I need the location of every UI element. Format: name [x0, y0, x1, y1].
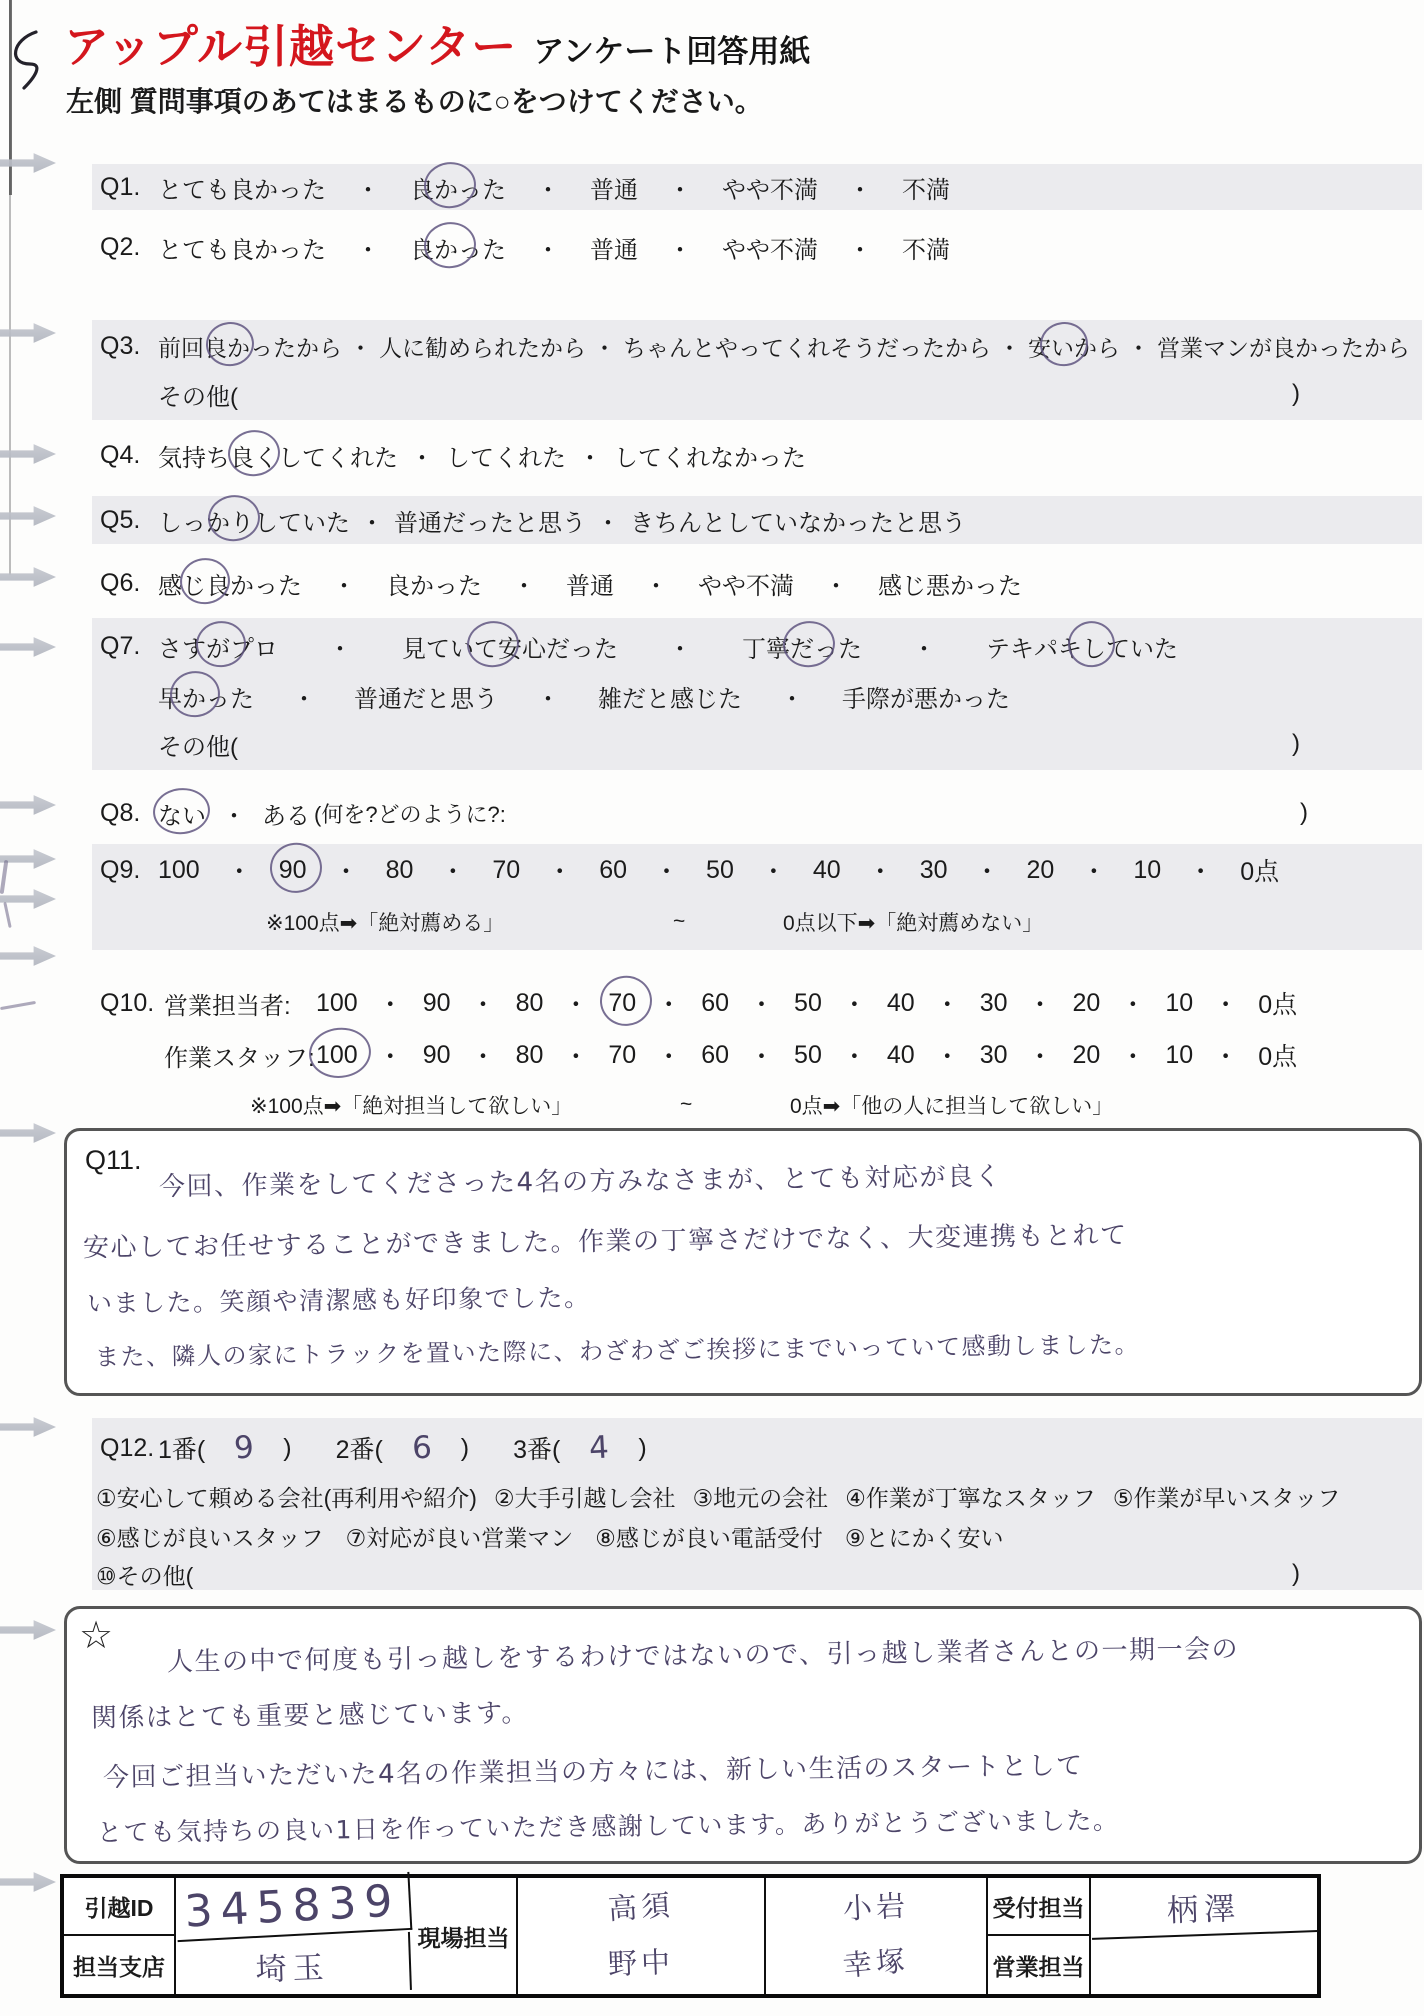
q9-score: 30: [919, 855, 948, 884]
pen-stray-mark: [0, 860, 8, 894]
q12-choice: ⑤作業が早いスタッフ: [1112, 1484, 1341, 1511]
q1-option-selected: 良かった: [410, 170, 506, 205]
q5-option: 普通だったと思う: [394, 509, 586, 537]
option-separator: ・: [656, 1043, 682, 1071]
q6-option-selected: 感じ良かった: [158, 566, 302, 601]
q3-other-close-paren: ): [1292, 380, 1300, 407]
q3-option-selected: 前回良かったから: [158, 330, 342, 363]
q8-prompt: (何を?どのように?:: [314, 801, 506, 827]
star-icon: ☆: [79, 1615, 114, 1657]
branch-value: 埼玉: [175, 1932, 412, 1998]
q10-score: 0点: [1258, 1043, 1298, 1071]
option-separator: ・: [867, 858, 893, 886]
option-separator: ・: [841, 1043, 867, 1071]
q9-score: 10: [1133, 855, 1162, 884]
q12-choice: ①安心して頼める会社(再利用や紹介): [96, 1484, 477, 1511]
q9-score: 60: [599, 855, 628, 884]
q9-label: Q9.: [100, 855, 141, 884]
q7-other-label: その他(: [158, 733, 238, 761]
q12-rank2-label: 2番(: [335, 1436, 383, 1464]
q10-note-tilde: ~: [680, 1093, 693, 1116]
q12-rank1-value: 9: [233, 1429, 256, 1467]
q3-other-label: その他(: [158, 383, 238, 411]
option-separator: ・: [333, 858, 359, 886]
option-separator: ・: [563, 1043, 589, 1071]
q4-option: してくれなかった: [614, 444, 806, 472]
q7-row: [92, 618, 1422, 770]
q8-close-paren: ): [1300, 799, 1308, 826]
q12-row: [92, 1418, 1422, 1590]
option-separator: ・: [536, 685, 560, 713]
option-separator: ・: [226, 858, 252, 886]
q9-note-tilde: ~: [673, 910, 686, 933]
q10-score: 70: [608, 1040, 637, 1069]
q10-score: 60: [701, 988, 730, 1017]
q3-option: ちゃんとやってくれそうだったから: [623, 334, 991, 361]
option-separator: ・: [593, 334, 616, 361]
scan-arrow-artifact: [0, 1869, 56, 1895]
q7-other-close-paren: ): [1292, 730, 1300, 757]
free-handwritten-line: 人生の中で何度も引っ越しをするわけではないので、引っ越し業者さんとの一期一会の: [166, 1634, 1240, 1678]
option-separator: ・: [848, 176, 872, 204]
option-separator: ・: [668, 635, 692, 663]
q3-option: 人に勧められたから: [379, 334, 586, 361]
q3-option: 営業マンが良かったから: [1157, 334, 1410, 361]
q10-row2: [100, 1032, 1297, 1078]
reception-label: 受付担当: [988, 1878, 1091, 1936]
q11-handwritten-line: 安心してお任せすることができました。作業の丁寧さだけでなく、大変連携もとれて: [82, 1220, 1128, 1264]
q8-option: ある: [262, 802, 310, 830]
option-separator: ・: [536, 176, 560, 204]
q12-rank2-value: 6: [411, 1429, 433, 1467]
q12-label: Q12.: [100, 1433, 155, 1462]
q12-choice: ⑨とにかく安い: [844, 1524, 1004, 1551]
q10-sales-rep-label: 営業担当者:: [164, 992, 291, 1020]
q3-row: [92, 320, 1422, 420]
q12-other-close-paren: ): [1292, 1560, 1300, 1587]
option-separator: ・: [848, 236, 872, 264]
free-comment-box: [64, 1606, 1422, 1864]
q10-score: 100: [316, 988, 358, 1017]
option-separator: ・: [563, 991, 589, 1019]
q10-score-selected: 70: [608, 988, 637, 1017]
q10-score: 80: [515, 988, 544, 1017]
option-separator: ・: [668, 176, 692, 204]
q11-comment-box: [64, 1128, 1422, 1396]
q2-option: 不満: [902, 236, 950, 264]
option-separator: ・: [292, 685, 316, 713]
q1-option: 不満: [902, 176, 950, 204]
option-separator: ・: [1081, 858, 1107, 886]
q6-option: 良かった: [386, 572, 482, 600]
q1-option: 普通: [590, 176, 638, 204]
field-staff-names: [518, 1878, 766, 1994]
pen-stray-mark: [3, 902, 11, 928]
q4-label: Q4.: [100, 440, 141, 469]
scan-arrow-artifact: [0, 886, 56, 912]
q10-crew-label: 作業スタッフ:: [164, 1044, 315, 1072]
q2-option-selected: 良かった: [410, 230, 506, 265]
q1-option: とても良かった: [158, 176, 326, 204]
q10-score: 0点: [1258, 991, 1298, 1019]
field-staff-label: 現場担当: [411, 1878, 518, 1994]
option-separator: ・: [934, 991, 960, 1019]
option-separator: ・: [824, 572, 848, 600]
option-separator: ・: [1213, 1043, 1239, 1071]
q6-option: 感じ悪かった: [878, 572, 1022, 600]
option-separator: ・: [356, 176, 380, 204]
option-separator: ・: [1213, 991, 1239, 1019]
option-separator: ・: [1127, 334, 1150, 361]
q10-score: 30: [979, 988, 1008, 1017]
option-separator: ・: [440, 858, 466, 886]
q10-score: 90: [422, 988, 451, 1017]
q10-score: 20: [1072, 1040, 1101, 1069]
option-separator: ・: [1027, 1043, 1053, 1071]
option-separator: ・: [547, 858, 573, 886]
q8-option-selected: ない: [158, 796, 206, 831]
scan-arrow-artifact: [0, 634, 56, 660]
option-separator: ・: [349, 334, 372, 361]
q11-label: Q11.: [85, 1145, 142, 1175]
page-title: アンケート回答用紙: [533, 34, 811, 69]
q9-note-left: ※100点➡「絶対薦める」: [266, 912, 505, 935]
q10-score: 40: [886, 1040, 915, 1069]
option-separator: ・: [749, 1043, 775, 1071]
q4-option-selected: 気持ち良くしてくれた: [158, 438, 398, 473]
q10-score: 40: [886, 988, 915, 1017]
q10-note-left: ※100点➡「絶対担当して欲しい」: [250, 1095, 573, 1118]
q11-handwritten-line: いました。笑顔や清潔感も好印象でした。: [86, 1282, 591, 1319]
scan-arrow-artifact: [0, 792, 56, 818]
field-staff-name: 小岩: [842, 1888, 910, 1926]
q5-row: [92, 496, 1422, 544]
q9-score: 70: [492, 855, 521, 884]
field-staff-names: [766, 1878, 988, 1994]
q10-score: 10: [1165, 1040, 1194, 1069]
scan-arrow-artifact: [0, 1414, 56, 1440]
option-separator: ・: [1120, 1043, 1146, 1071]
reception-value: 柄澤: [1090, 1874, 1318, 1940]
scan-arrow-artifact: [0, 846, 56, 872]
q10-score: 20: [1072, 988, 1101, 1017]
q9-score: 40: [812, 855, 841, 884]
q6-label: Q6.: [100, 568, 141, 597]
scan-arrow-artifact: [0, 1120, 56, 1146]
move-id-label: 引越ID: [64, 1878, 176, 1936]
q2-row: [100, 224, 950, 270]
q10-score: 30: [979, 1040, 1008, 1069]
option-separator: ・: [998, 334, 1021, 361]
option-separator: ・: [912, 635, 936, 663]
q9-score: 80: [385, 855, 414, 884]
option-separator: ・: [332, 572, 356, 600]
option-separator: ・: [1120, 991, 1146, 1019]
q9-note-right: 0点以下➡「絶対薦めない」: [783, 912, 1044, 935]
option-separator: ・: [654, 858, 680, 886]
option-separator: ・: [410, 444, 434, 472]
q3-label: Q3.: [100, 331, 141, 360]
q7-label: Q7.: [100, 631, 141, 660]
q10-note-row: [92, 1084, 1420, 1126]
q10-score-selected: 100: [316, 1040, 358, 1069]
header: [64, 10, 810, 75]
option-separator: ・: [596, 509, 620, 537]
q10-score: 50: [794, 988, 822, 1017]
field-staff-name: 幸塚: [841, 1943, 911, 1984]
q5-label: Q5.: [100, 505, 141, 534]
q8-row: [100, 790, 1308, 836]
q9-score: 100: [158, 855, 200, 884]
q7-option-selected: 早かった: [158, 679, 254, 714]
free-handwritten-line: 今回ご担当いただいた4名の作業担当の方々には、新しい生活のスタートとして: [102, 1751, 1084, 1793]
q10-score: 90: [422, 1040, 451, 1069]
q7-option: 普通だと思う: [354, 685, 498, 713]
option-separator: ・: [356, 236, 380, 264]
free-handwritten-line: とても気持ちの良い1日を作っていただき感謝しています。ありがとうございました。: [96, 1805, 1120, 1848]
q12-choice: ③地元の会社: [692, 1484, 829, 1511]
option-separator: ・: [749, 991, 775, 1019]
branch-label: 担当支店: [64, 1936, 176, 1994]
q10-score: 60: [701, 1040, 730, 1069]
q1-label: Q1.: [100, 172, 141, 201]
q10-row1: [100, 980, 1297, 1026]
q2-option: やや不満: [722, 236, 818, 264]
q10-note-right: 0点➡「他の人に担当して欲しい」: [790, 1095, 1114, 1118]
move-id-value: 345839: [175, 1872, 413, 1942]
option-separator: ・: [377, 1043, 403, 1071]
q4-option: してくれた: [446, 444, 566, 472]
q7-option: 雑だと感じた: [598, 685, 742, 713]
q8-label: Q8.: [100, 798, 141, 827]
q7-option: 手際が悪かった: [842, 685, 1010, 713]
q12-rank3-label: 3番(: [513, 1436, 561, 1464]
option-separator: ・: [656, 991, 682, 1019]
scan-arrow-artifact: [0, 1617, 56, 1643]
option-separator: ・: [328, 635, 352, 663]
q9-score: 0点: [1240, 858, 1280, 886]
q10-label: Q10.: [100, 988, 155, 1017]
q12-rank1-label: 1番(: [158, 1436, 206, 1464]
q6-option: 普通: [566, 572, 614, 600]
q11-handwritten-line: また、隣人の家にトラックを置いた際に、わざわざご挨拶にまでいっていて感動しました。: [94, 1330, 1141, 1372]
option-separator: ・: [1188, 858, 1214, 886]
option-separator: ・: [578, 444, 602, 472]
q4-row: [100, 432, 806, 478]
scan-arrow-artifact: [0, 943, 56, 969]
free-handwritten-line: 関係はとても重要と感じています。: [90, 1698, 530, 1734]
q12-other-label: ⑩その他(: [96, 1562, 194, 1589]
sales-value-empty: [1091, 1936, 1317, 1994]
q2-option: とても良かった: [158, 236, 326, 264]
q9-score: 50: [706, 855, 734, 884]
option-separator: ・: [974, 858, 1000, 886]
q12-choice: ②大手引越し会社: [493, 1484, 676, 1511]
option-separator: ・: [841, 991, 867, 1019]
q12-close-paren: ): [283, 1433, 292, 1462]
q12-choice: ⑧感じが良い電話受付: [595, 1524, 823, 1551]
q1-option: やや不満: [722, 176, 818, 204]
sales-label: 営業担当: [988, 1936, 1091, 1994]
q1-row: [92, 164, 1422, 210]
pen-squiggle-mark: [4, 28, 48, 98]
q10-score: 80: [515, 1040, 544, 1069]
option-separator: ・: [760, 858, 786, 886]
q9-score-selected: 90: [278, 855, 307, 884]
q12-close-paren: ): [638, 1433, 647, 1462]
option-separator: ・: [644, 572, 668, 600]
q2-option: 普通: [590, 236, 638, 264]
q7-option-selected: さすがプロ: [158, 629, 278, 664]
q12-choice: ⑦対応が良い営業マン: [345, 1524, 574, 1551]
q2-label: Q2.: [100, 232, 141, 261]
q10-score: 50: [794, 1040, 822, 1069]
q6-row: [100, 560, 1022, 606]
option-separator: ・: [668, 236, 692, 264]
q9-row: [92, 844, 1422, 950]
option-separator: ・: [1027, 991, 1053, 1019]
footer-info-table: [60, 1874, 1321, 1998]
option-separator: ・: [377, 991, 403, 1019]
q9-score: 20: [1026, 855, 1055, 884]
option-separator: ・: [360, 509, 384, 537]
option-separator: ・: [512, 572, 536, 600]
q7-option-selected: 見ていて安心だった: [402, 629, 618, 664]
option-separator: ・: [470, 991, 496, 1019]
option-separator: ・: [470, 1043, 496, 1071]
pen-stray-mark: [0, 1001, 36, 1010]
q12-choice: ④作業が丁寧なスタッフ: [845, 1484, 1096, 1511]
option-separator: ・: [934, 1043, 960, 1071]
field-staff-name: 野中: [607, 1945, 675, 1982]
q7-option-selected: 丁寧だった: [742, 629, 862, 664]
q12-rank3-value: 4: [588, 1429, 611, 1467]
q10-score: 10: [1165, 988, 1194, 1017]
q12-close-paren: ): [460, 1433, 470, 1462]
brand-logo-text: アップル引越センター: [64, 21, 518, 72]
q12-choice: ⑥感じが良いスタッフ: [96, 1524, 324, 1551]
q3-option-selected: 安いから: [1028, 330, 1120, 363]
q11-handwritten-line: 今回、作業をしてくださった4名の方みなさまが、とても対応が良く: [158, 1161, 1003, 1203]
q5-option-selected: しっかりしていた: [158, 503, 350, 538]
instruction-text: 左側 質問事項のあてはまるものに○をつけてください。: [66, 86, 763, 117]
q5-option: きちんとしていなかったと思う: [630, 509, 966, 537]
option-separator: ・: [536, 236, 560, 264]
q7-option-selected: テキパキしていた: [986, 629, 1178, 664]
option-separator: ・: [222, 802, 246, 830]
field-staff-name: 高須: [606, 1887, 676, 1927]
q6-option: やや不満: [698, 572, 794, 600]
option-separator: ・: [780, 685, 804, 713]
